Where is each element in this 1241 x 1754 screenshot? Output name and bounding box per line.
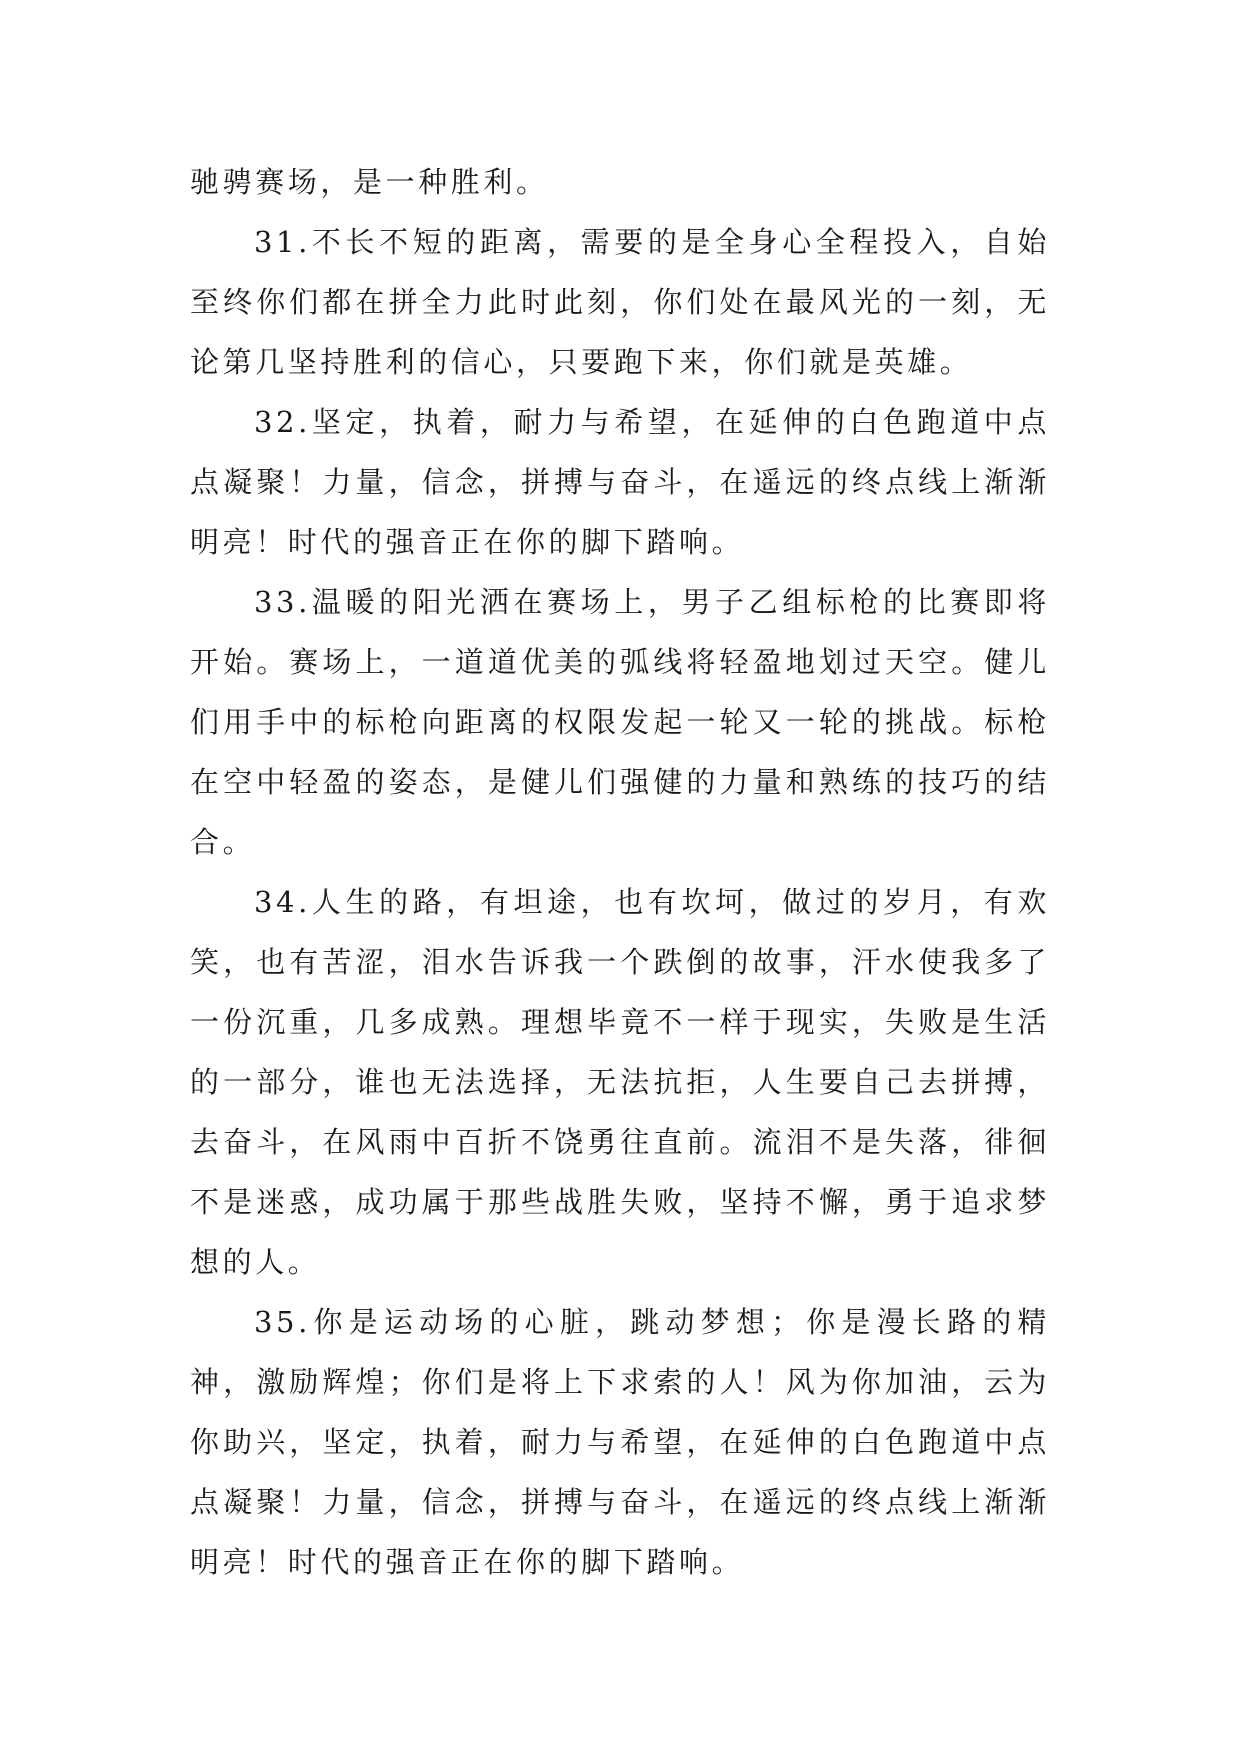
document-body bbox=[190, 152, 1050, 1592]
paragraph-34: 34.人生的路，有坦途，也有坎坷，做过的岁月，有欢笑，也有苦涩，泪水告诉我一个跌倒的故事，汗水使我多了一份沉重，几多成熟。理想毕竟不一样于现实，失败是生活的一部分，谁也无法选择，无法抗拒，人生要自己去拼搏，去奋斗，在风雨中百折不饶勇往直前。流泪不是失落，徘徊不是迷惑，成功属于那些战胜失败，坚持不懈，勇于追求梦想的人。 bbox=[190, 885, 1050, 1279]
paragraph-35: 35.你是运动场的心脏，跳动梦想；你是漫长路的精神，激励辉煌；你们是将上下求索的人！风为你加油，云为你助兴，坚定，执着，耐力与希望，在延伸的白色跑道中点点凝聚！力量，信念，拼搏与奋斗，在遥远的终点线上渐渐明亮！时代的强音正在你的脚下踏响。 bbox=[190, 1305, 1050, 1579]
paragraph-32: 32.坚定，执着，耐力与希望，在延伸的白色跑道中点点凝聚！力量，信念，拼搏与奋斗，在遥远的终点线上渐渐明亮！时代的强音正在你的脚下踏响。 bbox=[190, 405, 1050, 559]
paragraph-33: 33.温暖的阳光洒在赛场上，男子乙组标枪的比赛即将开始。赛场上，一道道优美的弧线将轻盈地划过天空。健儿们用手中的标枪向距离的权限发起一轮又一轮的挑战。标枪在空中轻盈的姿态，是健儿们强健的力量和熟练的技巧的结合。 bbox=[190, 585, 1050, 859]
paragraph-31: 31.不长不短的距离，需要的是全身心全程投入，自始至终你们都在拼全力此时此刻，你们处在最风光的一刻，无论第几坚持胜利的信心，只要跑下来，你们就是英雄。 bbox=[190, 225, 1050, 379]
paragraph-continuation: 驰骋赛场，是一种胜利。 bbox=[190, 165, 549, 199]
